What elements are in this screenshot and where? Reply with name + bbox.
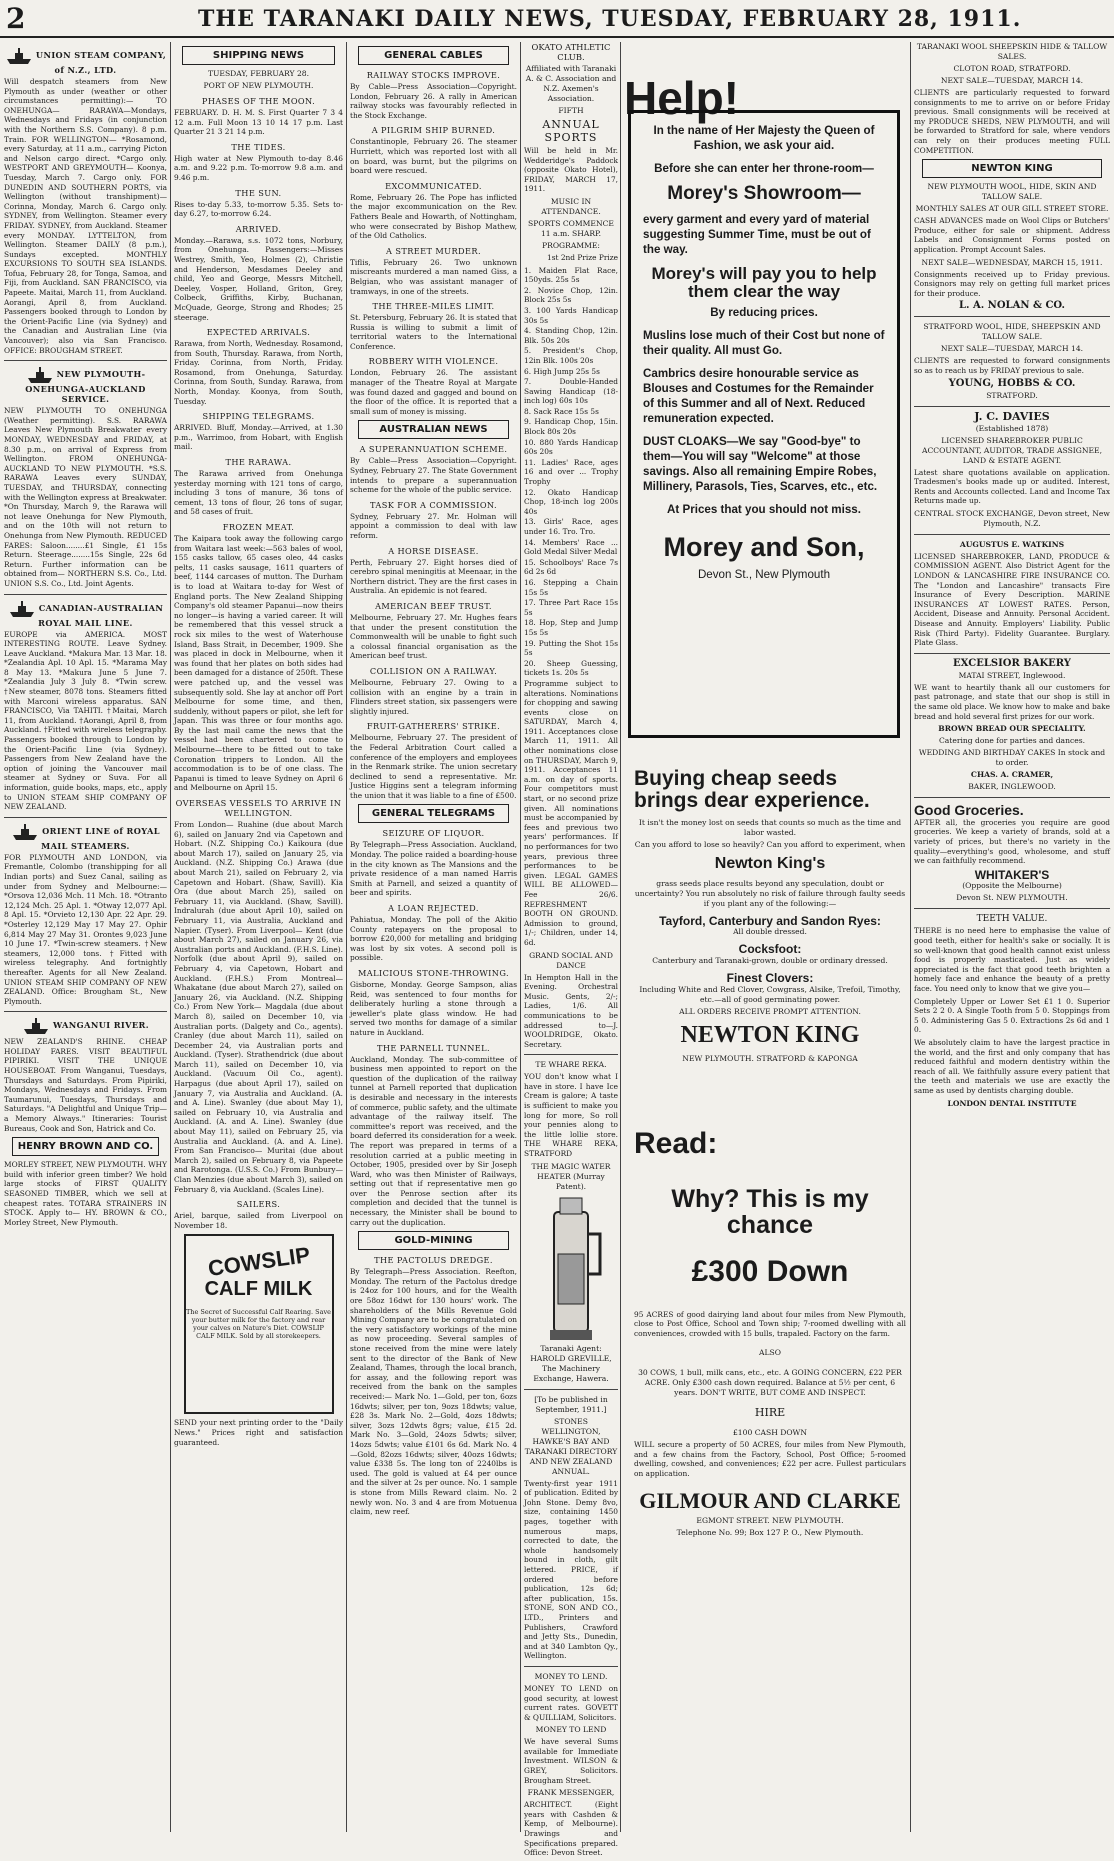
price-headline: £300 Down [691,1255,849,1288]
programme-item: 10. 880 Yards Handicap 60s 20s [524,437,618,457]
ad-heading: CANADIAN-AUSTRALIAN ROYAL MAIL LINE. [4,600,167,628]
ad-body: AFTER all, the groceries you require are good groceries. We keep a variety of brands, sold at a variety of prices, but there's no variety in the quality—everything's good, wholesome, and stuff we can faithfully recommend. [914,817,1110,866]
ad-subheading: MONTHLY SALES AT OUR GILL STREET STORE. [915,204,1109,214]
architect-body: ARCHITECT. (Eight years with Cashden & Kemp, of Melbourne). Drawings and Specifications prepared. Office: Devon Street. [524,1800,618,1858]
help-headline: Help! [624,72,739,124]
article-body: Pahiatua, Monday. The poll of the Akitio County ratepayers on the proposal to borrow £20,000 for metalling and bridging was lost by six votes. A second poll is possible. [350,915,517,963]
morey-advert [628,110,900,738]
ad-heading: WANGANUI RIVER. [4,1017,167,1035]
ad-date: NEXT SALE—WEDNESDAY, MARCH 15, 1911. [921,257,1103,267]
ad-body: WE want to heartily thank all our customers for past patronage, and state that our shop is still in the same old place. We know how to make and bake bread and hold several first prizes for our work. [914,682,1110,721]
ad-heading: CHAS. A. CRAMER, [970,770,1054,780]
ad-heading: NEWTON KING [922,159,1102,178]
subheading: ARRIVED. [235,223,282,234]
programme-item: 2. Novice Chop, 12in. Block 25s 5s [524,285,618,305]
column-rule [910,42,911,1832]
subheading: FRUIT-GATHERERS' STRIKE. [366,721,501,732]
article-body: The Rarawa arrived from Onehunga yesterday morning with 121 tons of cargo, including 3 tons of manure, 36 tons of cement, 13 tons of flour, 26 tons of sugar, and 58 cases of fruit. [174,469,343,517]
article-body: St. Petersburg, February 26. It is stated that Russia is willing to submit a limit of territorial waters to the International Conference. [350,313,517,351]
ad-body: We absolutely claim to have the largest practice in the world, and the first and only company that has reduced faithful and modern dentistry within the reach of all. We faithfully assure every patient that the teeth and materials we use are exactly the same as used by dentists charging double. [914,1037,1110,1095]
article-body: Perth, February 27. Eight horses died of cerebro spinal meningitis at Meenaar, in the Northern district. They are the first cases in Australia. An epidemic is not feared. [350,557,517,596]
shipping-news-column [174,42,343,1450]
article-body: Ariel, barque, sailed from Liverpool on November 18. [174,1211,343,1230]
subheading: THE RARAWA. [225,457,292,468]
programme-item: 7. Double-Handed Sawing Handicap (18-inch log) 60s 10s [524,377,618,406]
ad-body: THERE is no need here to emphasise the value of good teeth, either for health's sake or socially. It is so well-known that good health cannot exist unless food is properly masticated. Just as widely appreciated is the fact that good teeth brighten a homely face and enhance the beauty of a pretty face. You need only to know that we give you— [914,926,1110,993]
seed-type: Tayford, Canterbury and Sandon Ryes: [659,913,881,928]
heater-heading: THE MAGIC WATER HEATER (Murray Patent). [531,1161,611,1191]
seeds-brand: Newton King's [714,855,826,873]
advert-body: The Secret of Successful Calf Rearing. Save your butter milk for the factory and rear your calves on Nature's Diet. COWSLIP CALF MILK. Sold by all storekeepers. [185,1308,332,1341]
programme-item: 8. Sack Race 15s 5s [524,406,599,416]
advert-text: 95 ACRES of good dairying land about four miles from New Plymouth, close to Post Office, School and Town ship; 7-roomed dwelling with all conveniences, crowded with 15 bulls, trapaled. Factory on the farm. [634,1309,906,1338]
ad-heading: HENRY BROWN AND CO. [12,1137,159,1156]
ad-heading: UNION STEAM COMPANY, of N.Z., LTD. [4,47,167,75]
read-headline: Read: [634,1127,718,1160]
column-rule [620,42,621,1832]
subheading: COLLISION ON A RAILWAY. [369,665,498,676]
subheading: FROZEN MEAT. [222,522,295,532]
directory-body: Twenty-first year 1911 of publication. Edited by John Stone. Demy 8vo, size, containing 1450 pages, together with numerous maps, corrected to date, the whole handsomely bound in cloth, gilt lettered. PRICE, if ordered before publication, 12s 6d; after publication, 15s. STONE, SON AND CO., LTD., Printers and Publishers, Crawford and Jetty Sts., Dunedin, and at 340 Lambton Qy., Wellington. [524,1478,618,1661]
ad-address: CLOTON ROAD, STRATFORD. [953,64,1071,73]
advert-text: Including White and Red Clover, Cowgrass, Alsike, Trefoil, Timothy, etc.—all of good germinating power. [639,984,901,1004]
programme-item: 11. Ladies' Race, ages 16 and over ... Trophy Trophy [524,457,618,487]
ad-heading: Good Groceries. [914,802,1024,819]
ad-subheading: (Opposite the Melbourne) [962,881,1062,891]
steamer-icon [8,600,36,618]
subheading: EXCOMMUNICATED. [385,180,482,191]
advert-text: ALL ORDERS RECEIVE PROMPT ATTENTION. [679,1006,861,1016]
subheading: RAILWAY STOCKS IMPROVE. [366,70,501,80]
ad-heading: YOUNG, HOBBS & CO. [948,377,1076,389]
music-note: MUSIC IN ATTENDANCE. [541,196,601,216]
ad-heading: EXCELSIOR BAKERY [953,657,1071,669]
article-body: ARRIVED. Bluff, Monday.—Arrived, at 1.30 p.m., Warrimoo, from Hobart, with English mail. [174,423,343,452]
money-body: MONEY TO LEND on good security, at lowest current rates. GOVETT & QUILLIAM, Solicitors. [524,1683,618,1722]
advert-text: HIRE [754,1406,786,1420]
subheading: AMERICAN BEEF TRUST. [375,600,492,611]
subheading: A HORSE DISEASE. [388,545,479,556]
gilmour-clarke-advert [634,1128,906,1540]
business-ads-column [914,42,1110,1111]
club-affiliation: Affiliated with Taranaki A. & C. Association and N.Z. Axemen's Association. [525,64,617,103]
advert-text: ALSO [759,1348,781,1358]
article-body: The Kaipara took away the following cargo from Waitara last week:—563 bales of wool, 155 casks tallow, 65 cases oleo, 44 casks pelts, 11 casks sausage, 1611 quarters of beef, 1144 carcases of mutton. The Durham is to load at Waitara to-day for West of England ports. The New Zealand Shipping Company's old steamer Papanui—now theirs no longer—is having a varied career. It will be remembered that this vessel struck a rock six miles to the west of Waterhouse Island, Bass Strait, in December, 1909. She was placed in dock in Melbourne, when it was found that her plates on both sides had been damaged for a distance of 250ft. These were patched up, and the vessel was subsequently sold. She lay at anchor off Port Melbourne for some time, and then, suddenly, without papers or pilot, she left for Japan. This was three or four months ago. By the last mail came the news that the vessel had been chartered to come to Melbourne—there to be fitted out to take Coronation trippers to London. All the accommodation is to be of one class. The Papanui is timed to leave Sydney on April 6 and Melbourne on April 15. [174,534,343,793]
showroom-headline: Morey's Showroom— [667,183,861,204]
section-heading: SHIPPING NEWS [182,46,335,65]
article-body: Rises to-day 5.33, to-morrow 5.35. Sets to-day 6.27, to-morrow 6.24. [174,199,343,219]
subheading: MALICIOUS STONE-THROWING. [358,968,509,978]
dance-heading: GRAND SOCIAL AND DANCE [529,950,613,970]
article-body: Auckland, Monday. The sub-committee of business men appointed to report on the question of the duplication of the railway tunnel at Parnell reported that duplication is desirable and necessary in the interests of commerce, public safety, and the ultimate advantage of the railway itself. The committee's report was received, and the board deferred its consideration for a week. The report was prepared in terms of a resolution carried at a public meeting in October, 1905, presided over by Sir Joseph Ward, who was then Minister of Railways, setting out that if representative men go over the Penrose section after its completion and decided that the tunnel is necessary, the Minister shall be bound to carry out the duplication. [350,1054,517,1227]
ad-heading: WHITAKER'S [974,867,1050,882]
dateline: TUESDAY, FEBRUARY 28. [207,69,310,78]
article-body: Melbourne, February 27. The president of the Federal Arbitration Court called a conference of the employers and employees in the Renmark strike. The union secretary declined to send a representative. Mr. Justice Higgins sent a telegram informing the union that it was liable to a fine of £500. [350,733,517,800]
ad-address: CENTRAL STOCK EXCHANGE, Devon street, New Plymouth, N.Z. [914,508,1110,528]
article-body: FEBRUARY. D. H. M. S. First Quarter 7 3 4 12 a.m. Full Moon 13 10 14 17 p.m. Last Quarter 21 3 21 14 p.m. [174,108,343,137]
money-heading: MONEY TO LEND [535,1725,607,1735]
cowslip-advert [184,1234,334,1414]
article-body: Melbourne, February 27. Mr. Hughes fears that under the present constitution the Commonwealth will be unable to fight such a colossal financial organisation as the American beef trust. [350,612,517,661]
money-body: We have several Sums available for Immediate Investment. WILSON & GREY, Solicitors. Brougham Street. [524,1737,618,1785]
programme-item: 14. Members' Race ... Gold Medal Silver Medal [524,537,618,557]
branch-list: NEW PLYMOUTH. STRATFORD & KAPONGA [682,1053,858,1063]
ad-heading: TARANAKI WOOL SHEEPSKIN HIDE & TALLOW SALES. [916,42,1108,61]
agent-phone: Telephone No. 99; Box 127 P. O., New Plymouth. [676,1527,864,1537]
whare-body: YOU don't know what I have in store. I have Ice Cream is galore; A taste is sufficient to make you long for more, So roll your pennies along to the little lollie store. THE WHARE REKA, STRATFORD [524,1072,618,1159]
ad-subheading: (Established 1878) [975,423,1049,433]
masthead [0,0,1114,38]
seeds-headline: brings dear experience. [634,789,870,813]
subheading: A LOAN REJECTED. [388,903,479,914]
ad-date: NEXT SALE—TUESDAY, MARCH 14. [940,76,1084,85]
ad-body: Latest share quotations available on application. Tradesmen's books made up or audited. Interest, Rents and Accounts collected. Land and Income Tax Returns made up. [914,467,1110,506]
subheading: PHASES OF THE MOON. [201,96,316,106]
money-heading: MONEY TO LEND. [534,1671,608,1681]
article-body: Rarawa, from North, Wednesday. Rosamond, from South, Thursday. Rarawa, from North, Friday. Corinna, from North, Friday. Rosamond, from Onehunga, Saturday. Corinna, from South, Sunday. Rarawa, from North, Monday. Koonya, from South, Tuesday. [174,339,343,406]
ad-body: NEW ZEALAND'S RHINE. CHEAP HOLIDAY FARES. VISIT BEAUTIFUL PIPIRIKI. VISIT THE UNIQUE HOUSEBOAT. From Wanganui, Tuesdays, Thursdays and Saturdays. From Pipiriki, Mondays, Wednesdays and Fridays. From Taumarunui, Tuesdays, Thursdays and Saturdays. "A Delightful and Unique Trip—a Memory Always." Itineraries: Tourist Bureaus, Cook and Son, Hatrick and Co. [4,1037,167,1133]
article-body: High water at New Plymouth to-day 8.46 a.m. and 9.22 p.m. To-morrow 9.8 a.m. and 9.46 p.m. [174,153,343,182]
programme-item: 16. Stepping a Chain 15s 5s [524,577,618,597]
ad-body: CLIENTS are particularly requested to forward consignments to me to arrive on or before Friday previous. Small consignments will be received at my PRODUCE SHEDS, NEW PLYMOUTH, and will be forwarded to Stratford for sale, where vendors can rely on their produces meeting FULL COMPETITION. [914,88,1110,155]
ad-body: Will despatch steamers from New Plymouth as under (weather or other circumstances permitting):— TO ONEHUNGA— RARAWA—Mondays, Wednesdays and Fridays (in conjunction with the Northern S.S. Company). 8 p.m. Train. FOR WELLINGTON— *Rosamond, every Saturday, at 11 a.m., carrying Picton and Nelson cargo direct. *Cargo only. WESTPORT AND GREYMOUTH— Koonya, Tuesday, March 7. Cargo only. FOR DUNEDIN AND SOUTHERN PORTS, via Wellington (without transhipment)— Corinna, Monday, March 6. Cargo only. SYDNEY, from Wellington. Steamer every FRIDAY. SYDNEY, from Auckland. Steamer every MONDAY. LYTTELTON, from Wellington. Steamer DAILY (8 p.m.), Sundays excepted. MONTHLY EXCURSIONS TO SOUTH SEA ISLANDS. Tofua, February 28, for Tonga, Samoa, and Fiji, from Auckland. SAN FRANCISCO, via Papeete. Maitai, March 11, from Auckland. Aorangi, April 8, from Auckland. Passengers booked through to London by the Orient-Pacific Line (via Sydney) and the Canadian and Australian Line (via Vancouver); also via San Francisco. OFFICE: BROUGHAM STREET. [4,77,167,355]
cables-column [350,42,517,1520]
ad-body: EUROPE via AMERICA. MOST INTERESTING ROUTE. Leave Sydney. Leave Auckland. *Makura Mar. 13 Mar. 18. *Zealandia Apl. 10 Apl. 15. *Marama May 8 May 13. *Makura June 5 June 7. *Zealandia July 3 July 8. *Twin screw. †New steamer, 8078 tons. Steamers fitted with Marconi wireless apparatus. SAN FRANCISCO, Via TAHITI. †Maitai, March 11, from Auckland. †Aorangi, April 8, from Auckland. †Fitted with wireless telegraphy. Passengers booked through to London by the Orient-Pacific Line (via Sydney). Passengers from New Zealand have the option of joining the Vancouver mail steamer at Sydney or Suva. For all information, guide books, maps, etc., apply to UNION STEAM SHIP COMPANY OF NEW ZEALAND. [4,629,167,812]
ad-heading: J. C. DAVIES [974,409,1050,423]
programme-notes: Programme subject to alterations. Nominations for chopping and sawing events close on SATURDAY, March 4, 1911. Acceptances close March 11, 1911. All other nominations close on THURSDAY, March 9, 1911. Acceptances 11 a.m. on day of sports. Four competitors must start, or no second prize given. All nominations must be accompanied by fees and previous two years' performances. If no performances for two years, previous three performances to be given. LEGAL GAMES WILL BE ALLOWED—Fee 26/6. REFRESHMENT BOOTH ON GROUND. Admission to ground, 1/-; Children, under 14, 6d. [524,678,618,947]
programme-item: 12. Okato Handicap Chop, 18-inch log 200s 40s [524,487,618,516]
advert-text: 30 COWS, 1 bull, milk cans, etc., etc. A GOING CONCERN, £22 PER ACRE. Only £300 cash down required. Balance at 5½ per cent, 6 years. DON'T WRITE, BUT COME AND INSPECT. [638,1368,902,1398]
agent-address: EGMONT STREET. NEW PLYMOUTH. [696,1515,844,1525]
programme-item: 19. Putting the Shot 15s 5s [524,638,618,658]
steamer-icon [22,1017,50,1035]
article-body: By Telegraph—Press Association. Auckland, Monday. The police raided a boarding-house in the city known as The Mansions and the private residence of a man named Harris Smith at Parnell, and seized a quantity of beer and spirits. [350,840,517,898]
article-body: Monday.—Rarawa, s.s. 1072 tons, Norbury, from Onehunga. Passengers:—Misses Westrey, Smith, Yeo, Holmes (2), Christie and Henderson, Mesdames Deeley and child, Yeo and George, Messrs Mitchell, Deeley, Vosper, Holland, Griton, Grey, Colbeck, Griffiths, Kirby, Buchanan, McQuade, George, Strong and Rhodes; 25 steerage. [174,235,343,322]
cowslip-logo: COWSLIP [205,1242,312,1282]
seed-type: Cocksfoot: [738,942,802,957]
subheading: TASK FOR A COMMISSION. [370,499,497,510]
whare-heading: TE WHARE REKA. [535,1060,607,1070]
advertiser-name: Morey and Son, [663,531,865,562]
subheading: THE PACTOLUS DREDGE. [374,1255,493,1266]
subheading: SHIPPING TELEGRAMS. [202,411,315,422]
subheading: A SUPERANNUATION SCHEME. [359,444,508,455]
programme-item: 18. Hop, Step and Jump 15s 5s [524,618,618,637]
ad-body: NEW PLYMOUTH TO ONEHUNGA (Weather permitting). S.S. RARAWA Leaves New Plymouth Breakwater every MONDAY, WEDNESDAY and FRIDAY, at 8.30 p.m., on arrival of Express from Wellington. FROM ONEHUNGA-AUCKLAND TO NEW PLYMOUTH. *S.S. RARAWA Leaves every SUNDAY, TUESDAY, and THURSDAY, connecting with the Wellington express at Breakwater. *On Thursday, March 9, the Rarawa will not leave Onehunga for New Plymouth, and on the 10th will not return to Onehunga from New Plymouth. REDUCED FARES: Saloon........£1 Single, £1 15s Return. Steerage........15s Single, 22s 6d Return. Further information can be obtained from— NORTHERN S.S. Co., Ltd. UNION S.S. Co., Ltd. Joint Agents. [4,406,167,588]
ad-address: STRATFORD. [986,390,1038,400]
steamer-icon [26,366,54,384]
advert-text: every garment and every yard of material suggesting Summer Time, must be out of the way. [643,212,871,256]
ad-body: LICENSED SHAREBROKER, LAND, PRODUCE & COMMISSION AGENT. Also District Agent for the LONDON & LANCASHIRE FIRE INSURANCE CO. The "London and Lancashire" transacts Fire Insurance of Every Description. MARINE INSURANCES AT LOWEST RATES. Person, Accident, Disease and Annuity. Personal Accident. Disease and Annuity. Employers' Liability. Public Risk (Third Party). Fidelity Guarantee. Burglary. Plate Glass. [914,551,1110,648]
subheading: A STREET MURDER. [386,245,481,256]
club-name: OKATO ATHLETIC CLUB. [531,42,611,62]
programme-item: 1. Maiden Flat Race, 150yds. 25s 5s [524,265,618,285]
ad-body: CASH ADVANCES made on Wool Clips or Butchers' Produce, either for sale or shipment. Address Labels and Consignment Forms posted on application. Prompt Account Sales. [914,216,1110,254]
section-heading: GOLD-MINING [358,1231,509,1250]
advert-text: Cambrics desire honourable service as Blouses and Costumes for the Remainder of this Summer and all of Next. Reduced remuneration expected. [643,366,874,425]
advert-text: At Prices that you should not miss. [667,502,861,516]
prize-header: 1st 2nd Prize Prize [547,252,618,262]
advert-text: Can you afford to lose so heavily? Can you afford to experiment, when [634,840,906,850]
publication-note: [To be published in September, 1911.] [534,1394,608,1414]
advert-text: By reducing prices. [710,305,818,319]
sports-details: Will be held in Mr. Wedderidge's Paddock (opposite Okato Hotel), FRIDAY, MARCH 17, 1911. [524,146,618,194]
subheading: PORT OF NEW PLYMOUTH. [203,81,314,90]
ad-body: FOR PLYMOUTH AND LONDON, via Fremantle, Colombo (transhipping for all Indian ports) and Suez Canal, sailing as under from Sydney and Melbourne:— *Orsova 12,036 Mch. 11 Mch. 18. *Otranto 12,124 Mch. 25 Apl. 1. *Otway 12,077 Apl. 8 Apl. 15. *Orvieto 12,130 Apr. 22 Apr. 29. *Osterley 12,129 May 17 May 27. Ophir 6,814 May 27 May 31. Orontes 9,023 June 10 June 17. *Twin-screw steamers. †New steamers, 12,000 tons. †Fitted with wireless telegraphy. And fortnightly thereafter. Agents for all New Zealand. UNION STEAM SHIP COMPANY OF NEW ZEALAND. Office: Brougham St., New Plymouth. [4,852,167,1006]
ad-subheading: LICENSED SHAREBROKER PUBLIC ACCOUNTANT, AUDITOR, TRADE ASSIGNEE, LAND & ESTATE AGENT. [921,435,1102,465]
steamer-icon [5,47,33,65]
subheading: ROBBERY WITH VIOLENCE. [368,356,499,367]
ad-heading: NEW PLYMOUTH-ONEHUNGA-AUCKLAND SERVICE. [4,366,167,404]
advertiser-address: Devon St., New Plymouth [697,567,831,581]
programme-item: 13. Girls' Race, ages under 16. Tro. Tro. [524,517,618,536]
section-heading: GENERAL CABLES [358,46,509,65]
programme-item: 9. Handicap Chop, 15in. Block 80s 20s [524,417,618,437]
sports-title: ANNUAL SPORTS [542,118,600,144]
programme-item: 4. Standing Chop, 12in. Blk. 50s 20s [524,326,618,345]
chance-headline: Why? This is my chance [671,1184,869,1239]
advert-text: Before she can enter her throne-room— [654,162,874,175]
newton-king-logo: NEWTON KING [680,1021,860,1048]
article-body: Melbourne, February 27. Owing to a collision with an engine by a train in Flinders street station, six passengers were slightly injured. [350,677,517,716]
article-body: SEND your next printing order to the "Daily News." Prices right and satisfaction guaranteed. [174,1418,343,1447]
subheading: OVERSEAS VESSELS TO ARRIVE IN WELLINGTON. [175,798,342,819]
ad-body: WEDDING AND BIRTHDAY CAKES In stock and to order. [918,748,1106,768]
article-body: By Cable—Press Association—Copyright. London, February 26. A rally in American railway stocks was favourably reflected in the Stock Exchange. [350,82,517,120]
water-heater-illustration [524,1194,618,1344]
dance-details: In Hempton Hall in the Evening. Orchestral Music. Gents, 2/-; Ladies, 1/6. All communications to be addressed to—J. WOOLDRIDGE, Okato. Secretary. [524,972,618,1049]
ad-body: Consignments received up to Friday previous. Consignors may rely on getting full market prices for their produce. [914,269,1110,298]
start-time: SPORTS COMMENCE 11 a.m. SHARP. [528,218,614,238]
subheading: THE THREE-MILES LIMIT. [372,301,495,312]
ad-address: MATAI STREET, Inglewood. [958,670,1066,680]
subheading: THE PARNELL TUNNEL. [377,1042,490,1053]
programme-list [524,266,618,678]
advert-text: WILL secure a property of 50 ACRES, four miles from New Plymouth, and a few chains from the Factory, School, Post Office; 5-roomed dwelling, cowshed, and conveniences; £22 per acre. Fullest particulars on application. [634,1440,906,1479]
programme-item: 15. Schoolboys' Race 7s 6d 2s 6d [524,557,618,577]
column-rule [520,42,521,1832]
sports-column [524,42,618,1861]
article-body: From London— Ruahine (due about March 6), sailed on January 2nd via Capetown and Hobart. (N.Z. Shipping Co.) Kaikoura (due about March 17), sailed on January 25, via Auckland. (N.Z. Shipping Co.) Arawa (due about March 21), sailed on February 2, via Capetown and Hobart. (Shaw, Savill). Kia Ora (due about March 25), sailed on February 11, via Auckland. (Shaw, Savill). Indralurah (due about April 10), sailed on February 11, via Australia, Auckland and Napier. (Tyser). From Liverpool— Kent (due about March 27), sailed on January 26, via Australian ports and Auckland. (F.H.S. Line). Norfolk (due about April 9), sailed on February 4, via Capetown, Hobart and Auckland. (F.H.S.) From Montreal— Whakatane (due about March 27), sailed on January 26, via Auckland. (N.Z. Shipping Co.) From New York— Magdala (due about March 8), sailed on December 10, via Australian ports. (Dalgety and Co., agents). Cranley (due about March 11), sailed on December 24, via Australian ports and Auckland. (Tyser). Strathendrick (due about March 11), sailed on December 10, via Auckland. (Vacuum Oil Co., agent). Harpagus (due about April 17), sailed on January 7, via Australia and Auckland. (A. and A. Line). Swanley (due about May 1), sailed on February 10, via Australia and Auckland. (A. and A. Line). Swanley (due about May 11), sailed on February 25, via Australia and Auckland. (A. and A. Line). From San Francisco— Muritai (due about March 2), sailed on February 8, via Papeete and Rarotonga. (U.S.S. Co.) From Bunbury— Clan Menzies (due about March 3), sailed on February 8, via Auckland. (Scales Line). [174,820,343,1194]
architect-name: FRANK MESSENGER, [527,1788,615,1798]
advert-text: Muslins lose much of their Cost but none of their quality. All must Go. [643,328,885,357]
subheading: SAILERS. [236,1199,281,1210]
newspaper-title: THE TARANAKI DAILY NEWS, TUESDAY, FEBRUARY 28, 1911. [198,6,1022,32]
subheading: A PILGRIM SHIP BURNED. [371,125,496,136]
directory-title: STONES WELLINGTON, HAWKE'S BAY AND TARANAKI DIRECTORY AND NEW ZEALAND ANNUAL. [524,1416,618,1476]
column-rule [346,42,347,1832]
article-body: Constantinople, February 26. The steamer Hurriett, which was reported lost with all on board, was burnt, but the pilgrims on board were rescued. [350,137,517,176]
ad-heading: LONDON DENTAL INSTITUTE [947,1098,1077,1108]
programme-item: 3. 100 Yards Handicap 30s 5s [524,305,618,325]
calf-milk-logo: CALF MILK [204,1278,313,1301]
article-body: Sydney, February 27. Mr. Holman will appoint a commission to deal with law reform. [350,511,517,540]
ad-address: BAKER, INGLEWOOD. [968,782,1056,792]
advert-headline: Morey's will pay you to help them clear the way [651,263,877,301]
advert-text: It isn't the money lost on seeds that counts so much as the time and labor wasted. [638,818,902,838]
subheading: SEIZURE OF LIQUOR. [382,828,485,839]
programme-item: 6. High Jump 25s 5s [524,366,600,376]
seed-type: Finest Clovers: [726,971,814,986]
column-rule [170,42,171,1832]
programme-item: 5. President's Chop, 12in Blk. 100s 20s [524,346,618,365]
page-number: 2 [6,2,26,35]
seeds-headline: Buying cheap seeds [634,767,838,790]
article-body: London, February 26. The assistant manager of the Theatre Royal at Margate was found dazed and gagged and bound on the floor of the office. It is reported that a small sum of money is missing. [350,368,517,416]
agent-details: Taranaki Agent: HAROLD GREVILLE, The Machinery Exchange, Hawera. [530,1343,612,1383]
section-heading: GENERAL TELEGRAMS [358,804,509,823]
ad-address: Devon St. NEW PLYMOUTH. [956,893,1068,903]
advert-text: In the name of Her Majesty the Queen of Fashion, we ask your aid. [653,124,875,152]
subheading: EXPECTED ARRIVALS. [206,327,311,338]
ad-subheading: BROWN BREAD OUR SPECIALITY. [938,724,1086,734]
section-heading: AUSTRALIAN NEWS [358,420,509,439]
ad-subheading: NEW PLYMOUTH WOOL, HIDE, SKIN AND TALLOW SALE. [927,182,1097,202]
ad-heading: AUGUSTUS E. WATKINS [959,539,1065,549]
shipping-ads-column [4,42,167,1230]
ad-heading: L. A. NOLAN & CO. [958,300,1066,312]
subheading: THE SUN. [235,187,282,198]
article-body: Tiflis, February 26. Two unknown miscreants murdered a man named Giss, a Belgian, who was assistant manager of tramways, in one of the streets. [350,257,517,296]
ad-body: MORLEY STREET, NEW PLYMOUTH. WHY build with inferior green timber? We hold large stocks of FIRST QUALITY SEASONED TIMBER, which we sell at cheapest rates. TOTARA STRAINERS IN STOCK. Apply to— HY. BROWN & CO., Morley Street, New Plymouth. [4,1160,167,1227]
advert-text: Canterbury and Taranaki-grown, double or ordinary dressed. [652,956,888,966]
steamer-icon [11,823,39,841]
newton-king-seeds-advert [634,768,906,1066]
advert-text: DUST CLOAKS—We say "Good-bye" to them—You will say "Welcome" at those savings. Also all remaining Empire Robes, Millinery, Parasols, Ties, Scarves, etc., etc. [643,434,878,493]
advert-text: All double dressed. [733,927,807,937]
ad-heading: TEETH VALUE. [976,914,1048,925]
subheading: THE TIDES. [231,141,286,152]
programme-item: 17. Three Part Race 15s 5s [524,598,618,617]
article-body: By Telegraph—Press Association. Reefton, Monday. The return of the Pactolus dredge is 24oz for 100 hours, and for the Wealth ore 58oz 16dwt for 130 hours' work. The shareholders of the Mills Revenue Gold Mining Company are to be congratulated on the very satisfactory workings of the mine as now proceeding. Several samples of stone received from the mine were lately sent to the director of the Bank of New Zealand, Thames, through the local branch, for assay, and the following report was received from the bank on the samples received:— Mark No. 1—Gold, per ton, 6ozs 16dwts; silver, per ton, 9ozs 18dwts; value, £28 3s. Mark No. 2—Gold, 4ozs 18dwts; silver, 3ozs 12dwts 8grs; value, £15 2d. Mark No. 3—Gold, 24ozs 5dwts; silver, 14ozs 5dwts; value £101 6s 6d. Mark No. 4—Gold, 82ozs 16dwts; silver, 40ozs 16dwts; value £338 5s. The long ton of 2240lbs is used. The gold is valued at £4 per ounce and the silver at 2s per ounce. No. 1 sample is stone from Mills Reward claim. No. 2 newly won. No. 3 and 4 are from Motuenua claim, new reef. [350,1267,517,1517]
article-body: Rome, February 26. The Pope has inflicted the major excommunication on the Rev. Fathers Beale and Howarth, of Nottingham, who were consecrated by Bishop Mathew, of the Old Catholics. [350,192,517,241]
ad-body: CLIENTS are requested to forward consignments so as to reach us by FRIDAY previous to sale. [914,356,1110,375]
agent-name: GILMOUR AND CLARKE [639,1487,901,1513]
ad-subheading: STRATFORD WOOL, HIDE, SHEEPSKIN AND TALLOW SALE. [923,322,1101,342]
programme-title: PROGRAMME: [542,240,600,250]
ad-heading: ORIENT LINE of ROYAL MAIL STEAMERS. [4,823,167,851]
ad-body: Catering done for parties and dances. [938,736,1086,746]
programme-item: 20. Sheep Guessing, tickets 1s. 20s 5s [524,658,618,678]
ad-date: NEXT SALE—TUESDAY, MARCH 14. [940,344,1084,354]
edition: FIFTH [558,106,584,115]
article-body: By Cable—Press Association—Copyright. Sydney, February 27. The State Government intends to prepare a superannuation scheme for the whole of the public service. [350,456,517,495]
advert-text: grass seeds place results beyond any speculation, doubt or uncertainty? You run absolutely no risk of failure through faulty seeds if you plant any of the following:— [634,878,906,908]
advert-text: £100 CASH DOWN [732,1428,808,1438]
article-body: Gisborne, Monday. George Sampson, alias Reid, was sentenced to four months for deliberately hurling a stone through a jeweller's plate glass window. He had served two months for damage of a similar nature in Auckland. [350,980,517,1037]
price-list: Completely Upper or Lower Set £1 1 0. Superior Sets 2 2 0. A Single Tooth from 5 0. Stoppings from 5 0. Administering Gas 5 0. Extractions 2s 6d and 1 0. [914,996,1110,1035]
